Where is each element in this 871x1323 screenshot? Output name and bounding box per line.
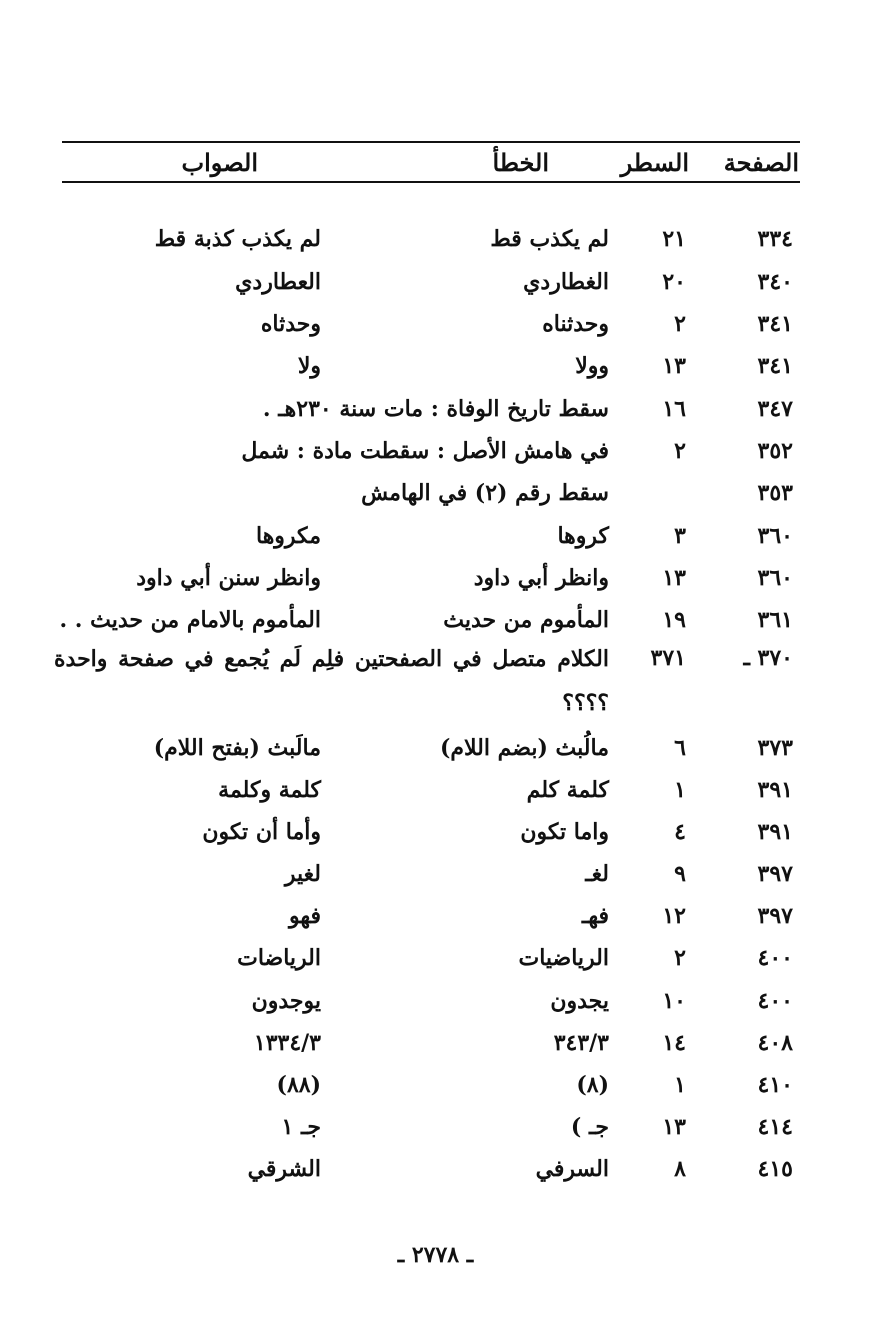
row-wrong: وولا — [575, 353, 609, 379]
row-note: سقط تاريخ الوفاة : مات سنة ٢٣٠هـ . — [262, 396, 609, 422]
row-right: مكروها — [255, 523, 321, 549]
row-wrong: لغـ — [585, 861, 609, 887]
row-note: سقط رقم (٢) في الهامش — [361, 480, 609, 506]
row-line: ٢٠ — [662, 269, 686, 295]
row-page: ٤١٠ — [757, 1072, 793, 1098]
row-right: فهو — [288, 903, 321, 929]
row-line: ٣ — [674, 523, 686, 549]
row-line: ١٢ — [662, 903, 686, 929]
row-right: الرياضات — [237, 945, 321, 971]
row-line: ٤ — [674, 819, 686, 845]
header-wrong: الخطأ — [492, 148, 549, 177]
row-right: يوجدون — [251, 988, 321, 1014]
header-right: الصواب — [181, 148, 258, 177]
row-line: ١٦ — [662, 396, 686, 422]
row-wrong: كلمة كلم — [526, 777, 609, 803]
row-line: ٢ — [674, 945, 686, 971]
page-number: ـ ٢٧٧٨ ـ — [397, 1242, 474, 1268]
row-page: ٣٤١ — [757, 311, 793, 337]
row-page: ٣٣٤ — [757, 226, 793, 252]
header-page: الصفحة — [723, 148, 799, 177]
row-page: ٤٠٠ — [757, 945, 793, 971]
header-line: السطر — [620, 148, 689, 177]
row-right: المأموم بالامام من حديث . . — [59, 607, 321, 633]
row-line: ٩ — [674, 861, 686, 887]
row-line: ١ — [674, 1072, 686, 1098]
row-page: ٣٥٢ — [757, 438, 793, 464]
row-line: ٢ — [674, 438, 686, 464]
row-page: ٣٦١ — [757, 607, 793, 633]
header-bottom-rule — [62, 181, 800, 183]
row-line: ١٣ — [662, 353, 686, 379]
row-note: الكلام متصل في الصفحتين فلِم لَم يُجمع في صفحة واحدة ؟؟؟؟ — [54, 646, 609, 716]
header-top-rule — [62, 141, 800, 143]
row-page: ٣٤١ — [757, 353, 793, 379]
row-right: ولا — [297, 353, 321, 379]
row-right: وأما أن تكون — [202, 819, 321, 845]
row-line: ١ — [674, 777, 686, 803]
row-wrong: كروها — [557, 523, 609, 549]
row-page: ٣٩١ — [757, 819, 793, 845]
row-page: ٤٠٠ — [757, 988, 793, 1014]
row-wrong: فهـ — [581, 903, 609, 929]
row-line: ٢١ — [662, 226, 686, 252]
row-line: ١٠ — [662, 988, 686, 1014]
row-right: جـ ١ — [281, 1114, 321, 1140]
row-right: لغير — [284, 861, 321, 887]
row-line: ٨ — [674, 1156, 686, 1182]
row-right: ١٣٣٤/٣ — [253, 1030, 321, 1056]
row-line: ١٣ — [662, 565, 686, 591]
row-page: ٤١٥ — [757, 1156, 793, 1182]
row-right: وانظر سنن أبي داود — [136, 565, 321, 591]
row-right: وحدثاه — [260, 311, 321, 337]
row-wrong: السرفي — [535, 1156, 609, 1182]
row-right: كلمة وكلمة — [218, 777, 321, 803]
row-page: ٣٩٧ — [757, 903, 793, 929]
row-right: (٨٨) — [276, 1072, 321, 1098]
row-right: مالَبث (بفتح اللام) — [153, 735, 321, 761]
row-wrong: ٣٤٣/٣ — [553, 1030, 609, 1056]
row-page: ٤١٤ — [757, 1114, 793, 1140]
row-line: ٣٧١ — [650, 645, 686, 671]
row-wrong: المأموم من حديث — [443, 607, 609, 633]
row-wrong: واما تكون — [520, 819, 609, 845]
row-wrong: وحدثناه — [542, 311, 609, 337]
row-wrong: يجدون — [550, 988, 609, 1014]
row-page: ٣٥٣ — [757, 480, 793, 506]
row-wrong: جـ ) — [570, 1114, 609, 1140]
row-page: ٣٧٠ ـ — [743, 645, 793, 671]
row-page: ٣٤٧ — [757, 396, 793, 422]
row-right: لم يكذب كذبة قط — [154, 226, 321, 252]
row-line: ١٩ — [662, 607, 686, 633]
row-line: ٦ — [674, 735, 686, 761]
row-page: ٣٤٠ — [757, 269, 793, 295]
row-wrong: الرياضيات — [518, 945, 609, 971]
row-page: ٤٠٨ — [757, 1030, 793, 1056]
row-line: ١٣ — [662, 1114, 686, 1140]
row-line: ٢ — [674, 311, 686, 337]
row-page: ٣٦٠ — [757, 523, 793, 549]
row-page: ٣٩١ — [757, 777, 793, 803]
row-wrong: (٨) — [576, 1072, 609, 1098]
row-note: في هامش الأصل : سقطت مادة : شمل — [241, 438, 609, 464]
row-page: ٣٦٠ — [757, 565, 793, 591]
row-wrong: مالُبث (بضم اللام) — [440, 735, 609, 761]
row-right: العطاردي — [235, 269, 321, 295]
row-wrong: الغطاردي — [523, 269, 609, 295]
row-page: ٣٩٧ — [757, 861, 793, 887]
row-right: الشرقي — [247, 1156, 321, 1182]
row-line: ١٤ — [662, 1030, 686, 1056]
row-page: ٣٧٣ — [757, 735, 793, 761]
row-wrong: لم يكذب قط — [490, 226, 609, 252]
row-wrong: وانظر أبي داود — [473, 565, 609, 591]
